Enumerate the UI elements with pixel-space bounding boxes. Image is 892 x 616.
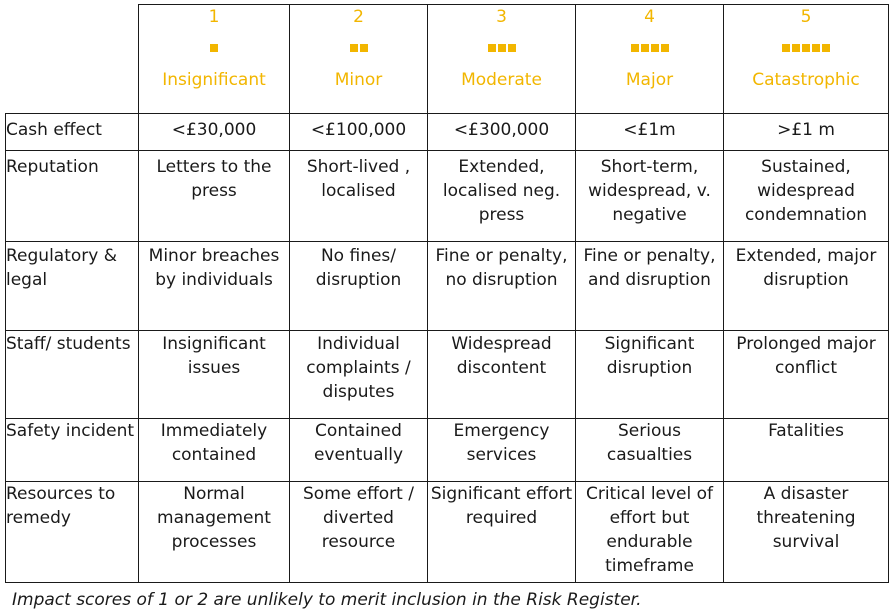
impact-cell: Individual complaints / disputes — [290, 331, 428, 419]
severity-square-icon — [488, 44, 496, 52]
impact-level-name: Insignificant — [162, 70, 266, 90]
impact-cell: <£100,000 — [290, 114, 428, 151]
impact-level-5 — [724, 5, 889, 114]
severity-square-icon — [661, 44, 669, 52]
impact-level-number: 3 — [496, 7, 507, 27]
row-label: Safety incident — [6, 419, 139, 482]
impact-matrix — [5, 4, 889, 583]
impact-cell: Significant effort required — [428, 482, 576, 583]
impact-cell: >£1 m — [724, 114, 889, 151]
impact-level-number: 4 — [644, 7, 655, 27]
severity-square-icon — [631, 44, 639, 52]
table-caption: Impact scores of 1 or 2 are unlikely to merit inclusion in the Risk Register. — [12, 590, 642, 610]
severity-square-icon — [651, 44, 659, 52]
impact-level-2 — [290, 5, 428, 114]
impact-level-number: 1 — [208, 7, 220, 27]
row-cash-effect — [6, 114, 889, 151]
row-label: Staff/ students — [6, 331, 139, 419]
impact-cell: Extended, major disruption — [724, 242, 889, 331]
impact-level-squares — [428, 31, 575, 65]
severity-square-icon — [508, 44, 516, 52]
impact-cell: Minor breaches by individuals — [139, 242, 290, 331]
impact-cell: Insignificant issues — [139, 331, 290, 419]
impact-cell: Some effort / diverted resource — [290, 482, 428, 583]
severity-square-icon — [792, 44, 800, 52]
impact-level-3 — [428, 5, 576, 114]
impact-cell: Emergency services — [428, 419, 576, 482]
impact-cell: Serious casualties — [576, 419, 724, 482]
impact-cell: Significant disruption — [576, 331, 724, 419]
impact-cell: Extended, localised neg. press — [428, 151, 576, 242]
severity-square-icon — [350, 44, 358, 52]
corner-cell — [6, 5, 139, 114]
impact-level-squares — [576, 31, 723, 65]
impact-cell: No fines/ disruption — [290, 242, 428, 331]
row-resources-to-remedy — [6, 482, 889, 583]
impact-cell: Critical level of effort but endurable timeframe — [576, 482, 724, 583]
severity-square-icon — [782, 44, 790, 52]
impact-cell: <£1m — [576, 114, 724, 151]
impact-cell: Short-lived , localised — [290, 151, 428, 242]
impact-cell: Immediately contained — [139, 419, 290, 482]
impact-level-number: 5 — [800, 7, 812, 27]
impact-cell: Sustained, widespread condemnation — [724, 151, 889, 242]
impact-level-name: Major — [625, 70, 674, 90]
impact-cell: A disaster threatening survival — [724, 482, 889, 583]
severity-square-icon — [210, 44, 218, 52]
row-label: Cash effect — [6, 114, 139, 151]
impact-level-4 — [576, 5, 724, 114]
impact-cell: Contained eventually — [290, 419, 428, 482]
impact-cell: Letters to the press — [139, 151, 290, 242]
impact-cell: Fine or penalty, no disruption — [428, 242, 576, 331]
severity-square-icon — [812, 44, 820, 52]
severity-square-icon — [822, 44, 830, 52]
impact-level-name: Catastrophic — [752, 70, 860, 90]
severity-square-icon — [498, 44, 506, 52]
impact-cell: Fine or penalty, and disruption — [576, 242, 724, 331]
row-regulatory-legal — [6, 242, 889, 331]
row-staff-students — [6, 331, 889, 419]
impact-level-squares — [724, 31, 888, 65]
severity-square-icon — [641, 44, 649, 52]
impact-level-header-row — [6, 5, 889, 114]
severity-square-icon — [360, 44, 368, 52]
row-safety-incident — [6, 419, 889, 482]
row-label: Reputation — [6, 151, 139, 242]
impact-cell: Short-term, widespread, v. negative — [576, 151, 724, 242]
impact-level-1 — [139, 5, 290, 114]
severity-square-icon — [802, 44, 810, 52]
row-label: Resources to remedy — [6, 482, 139, 583]
impact-level-name: Minor — [334, 70, 383, 90]
impact-cell: Prolonged major conflict — [724, 331, 889, 419]
impact-level-name: Moderate — [461, 70, 542, 90]
impact-cell: Normal management processes — [139, 482, 290, 583]
impact-level-number: 2 — [353, 7, 364, 27]
impact-cell: Fatalities — [724, 419, 889, 482]
row-reputation — [6, 151, 889, 242]
impact-cell: <£300,000 — [428, 114, 576, 151]
impact-level-squares — [290, 31, 427, 65]
impact-cell: <£30,000 — [139, 114, 290, 151]
impact-level-squares — [139, 31, 289, 65]
row-label: Regulatory & legal — [6, 242, 139, 331]
impact-cell: Widespread discontent — [428, 331, 576, 419]
